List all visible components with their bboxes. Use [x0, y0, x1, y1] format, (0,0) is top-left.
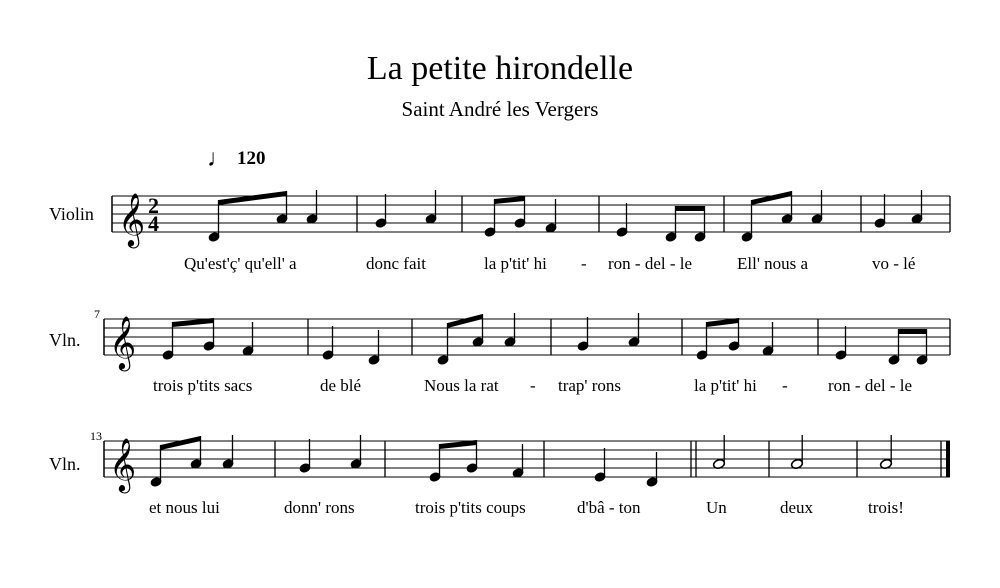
quarter-note-icon: ♩ [207, 146, 231, 172]
beam [676, 206, 705, 211]
lyric: Qu'est'ç' qu'ell' a [184, 254, 297, 273]
instrument-name-vln-system-3: Vln. [49, 454, 81, 474]
lyric: de blé [320, 376, 362, 395]
lyric: la p'tit' hi [694, 376, 757, 395]
lyric: d'bâ - ton [577, 498, 641, 517]
lyric: donc fait [366, 254, 426, 273]
beam [219, 191, 287, 205]
lyric: Ell' nous a [737, 254, 809, 273]
treble-clef-icon: 𝄞 [109, 437, 137, 491]
notes-system-1 [208, 190, 923, 242]
lyric: Un [706, 498, 727, 517]
beam [448, 314, 483, 328]
measure-number-7: 7 [94, 307, 100, 321]
notes-system-3 [150, 435, 893, 487]
beam [752, 191, 792, 205]
lyric-hyphen: - [530, 376, 536, 395]
time-signature [148, 193, 159, 236]
lyric: donn' rons [284, 498, 355, 517]
beam [899, 329, 927, 334]
treble-clef-icon: 𝄞 [118, 192, 146, 246]
lyric: vo - lé [872, 254, 916, 273]
treble-clef-icon: 𝄞 [109, 315, 137, 369]
time-signature-bottom: 4 [148, 211, 159, 236]
staff-system-3 [104, 441, 950, 477]
staff-lines [104, 319, 950, 355]
lyric: la p'tit' hi [484, 254, 547, 273]
notes-system-2 [162, 313, 928, 365]
staff-lines [104, 441, 950, 477]
score-subtitle: Saint André les Vergers [401, 97, 599, 121]
beam [161, 436, 201, 450]
time-signature-top: 2 [148, 193, 159, 218]
tempo-bpm: 120 [237, 148, 266, 169]
lyric: trois p'tits coups [415, 498, 526, 517]
lyric: trois! [868, 498, 904, 517]
instrument-name-violin: Violin [49, 204, 94, 224]
lyric: deux [780, 498, 814, 517]
lyric: ron - del - le [608, 254, 693, 273]
lyric: et nous lui [149, 498, 220, 517]
lyric: Nous la rat [424, 376, 499, 395]
staff-system-2 [104, 319, 950, 355]
lyric-hyphen: - [782, 376, 788, 395]
lyric-hyphen: - [581, 254, 587, 273]
lyric: trois p'tits sacs [153, 376, 253, 395]
instrument-name-vln-system-2: Vln. [49, 330, 81, 350]
score-title: La petite hirondelle [366, 50, 634, 87]
measure-number-13: 13 [90, 429, 102, 443]
beam [495, 196, 525, 204]
lyric: ron - del - le [828, 376, 913, 395]
lyric: trap' rons [558, 376, 622, 395]
